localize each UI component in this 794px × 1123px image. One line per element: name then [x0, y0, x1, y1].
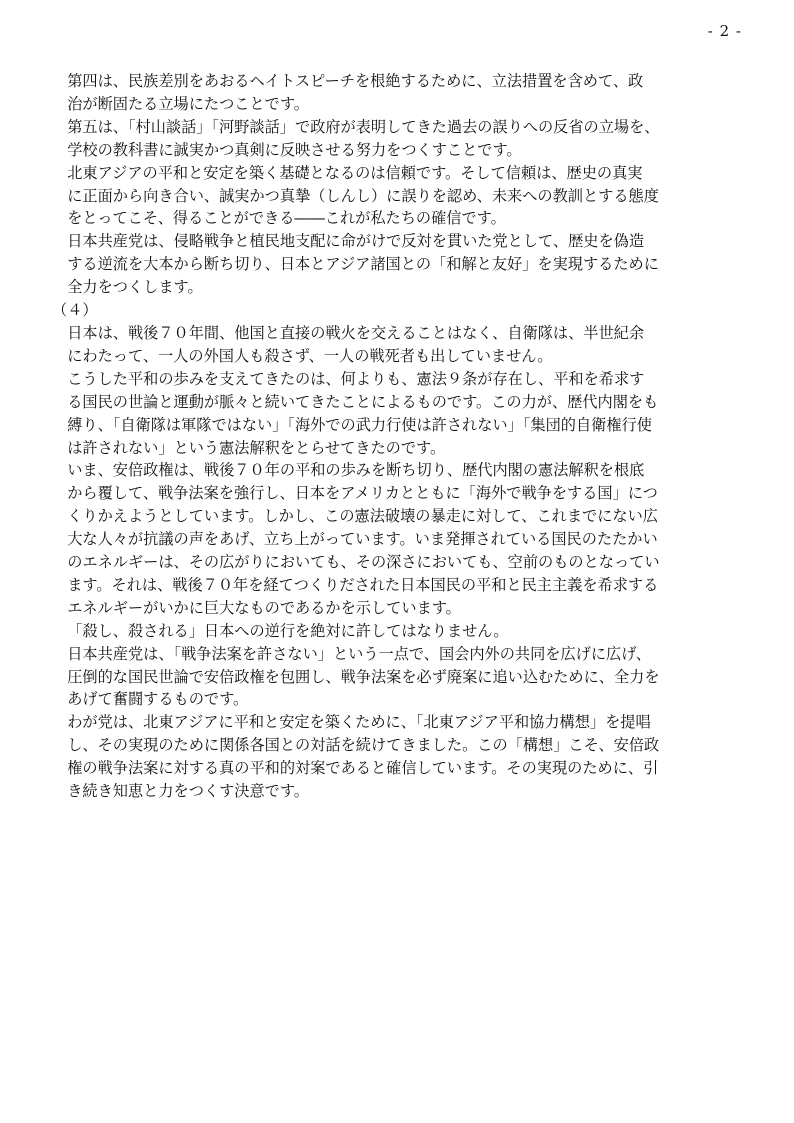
text-line: くりかえようとしています。しかし、この憲法破壊の暴走に対して、これまでにない広: [67, 507, 658, 526]
text-line: 「殺し、殺される」日本への逆行を絶対に許してはなりません。: [67, 621, 509, 640]
text-line: 全力をつくします。: [67, 278, 203, 297]
paragraph-jcp-history: [52, 230, 746, 299]
text-line: のエネルギーは、その広がりにおいても、その深さにおいても、空前のものとなってい: [67, 553, 660, 572]
text-line: 縛り、「自衛隊は軍隊ではない」「海外での武力行使は許されない」「集団的自衛権行使: [67, 415, 652, 434]
paragraph-article9: [52, 368, 746, 460]
text-line: 権の戦争法案に対する真の平和的対案であると確信しています。その実現のために、引: [67, 759, 659, 778]
text-line: 日本共産党は、「戦争法案を許さない」という一点で、国会内外の共同を広げに広げ、: [67, 644, 651, 663]
paragraph-no-return: [52, 620, 746, 643]
text-line: いま、安倍政権は、戦後７０年の平和の歩みを断ち切り、歴代内閣の憲法解釈を根底: [67, 461, 645, 480]
text-line: 大な人々が抗議の声をあげ、立ち上がっています。いま発揮されている国民のたたかい: [67, 530, 658, 549]
paragraph-peace-initiative: [52, 711, 746, 803]
text-line: 日本は、戦後７０年間、他国と直接の戦火を交えることはなく、自衛隊は、半世紀余: [67, 323, 645, 342]
text-line: 第五は、「村山談話」「河野談話」で政府が表明してきた過去の誤りへの反省の立場を、: [67, 117, 660, 136]
text-line: る国民の世論と運動が脈々と続いてきたことによるものです。この力が、歴代内閣をも: [67, 392, 659, 411]
text-line: ます。それは、戦後７０年を経てつくりだされた日本国民の平和と民主主義を希求する: [67, 575, 659, 594]
text-line: に正面から向き合い、誠実かつ真摯（しんし）に誤りを認め、未来への教訓とする態度: [67, 186, 659, 205]
paragraph-fifth-point: [52, 116, 746, 162]
text-line: き続き知恵と力をつくす決意です。: [67, 782, 309, 801]
paragraph-postwar: [52, 322, 746, 368]
text-line: をとってこそ、得ることができる――これが私たちの確信です。: [67, 209, 506, 228]
text-line: わが党は、北東アジアに平和と安定を築くために、「北東アジア平和協力構想」を提唱: [67, 713, 651, 732]
document-body: [52, 70, 746, 803]
text-line: エネルギーがいかに巨大なものであるかを示しています。: [67, 598, 461, 617]
text-line: 第四は、民族差別をあおるヘイトスピーチを根絶するために、立法措置を含めて、政: [67, 72, 644, 90]
text-line: 治が断固たる立場にたつことです。: [67, 94, 309, 113]
paragraph-jcp-fight: [52, 643, 746, 712]
text-line: 北東アジアの平和と安定を築く基礎となるのは信頼です。そして信頼は、歴史の真実: [67, 163, 643, 182]
text-line: にわたって、一人の外国人も殺さず、一人の戦死者も出していません。: [67, 346, 553, 365]
text-line: から覆して、戦争法案を強行し、日本をアメリカとともに「海外で戦争をする国」につ: [67, 484, 658, 503]
text-line: は許されない」という憲法解釈をとらせてきたのです。: [67, 438, 446, 457]
text-line: する逆流を大本から断ち切り、日本とアジア諸国との「和解と友好」を実現するために: [67, 255, 659, 274]
text-line: こうした平和の歩みを支えてきたのは、何よりも、憲法９条が存在し、平和を希求す: [67, 369, 645, 388]
text-line: 学校の教科書に誠実かつ真剣に反映させる努力をつくすことです。: [67, 140, 522, 159]
page-number: - 2 -: [707, 22, 742, 40]
paragraph-trust: [52, 162, 746, 231]
paragraph-abe-government: [52, 459, 746, 619]
text-line: し、その実現のために関係各国との対話を続けてきました。この「構想」こそ、安倍政: [67, 736, 660, 755]
section-heading-4: [52, 299, 746, 322]
text-line: あげて奮闘するものです。: [67, 690, 249, 709]
text-line: 圧倒的な国民世論で安倍政権を包囲し、戦争法案を必ず廃案に追い込むために、全力を: [67, 667, 660, 686]
section-number: （４）: [52, 301, 98, 320]
paragraph-fourth-point: [52, 70, 746, 116]
text-line: 日本共産党は、侵略戦争と植民地支配に命がけで反対を貫いた党として、歴史を偽造: [67, 232, 645, 251]
